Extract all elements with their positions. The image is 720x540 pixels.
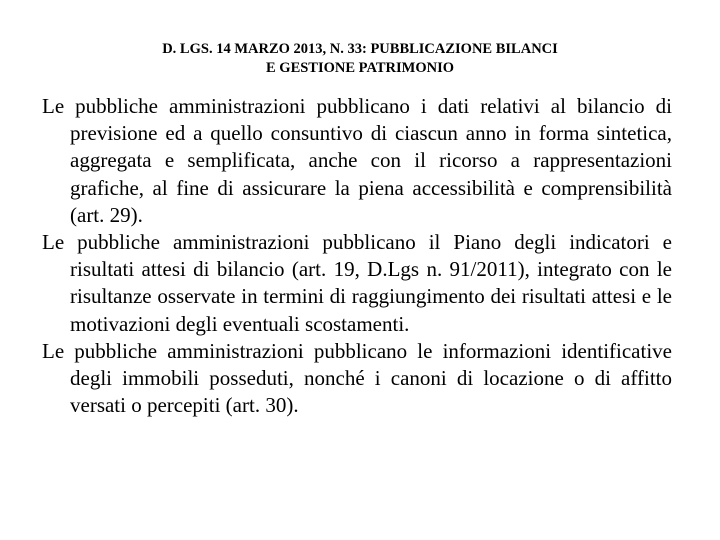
paragraph-piano-indicatori: Le pubbliche amministrazioni pubblicano il Piano degli indicatori e risultati attesi di bilancio (art. 19, D.Lgs n. 91/2011), integrato con le risultanze osservate in termini di raggiungimento dei risultati attesi e le motivazioni degli eventuali scostamenti. [42,230,672,336]
title-line-2: E GESTIONE PATRIMONIO [266,60,454,76]
slide-title [40,40,680,78]
paragraph-immobili: Le pubbliche amministrazioni pubblicano le informazioni identificative degli immobili posseduti, nonché i canoni di locazione o di affitto versati o percepiti (art. 30). [42,338,672,418]
slide-body [42,93,672,419]
title-line-1: D. LGS. 14 MARZO 2013, N. 33: PUBBLICAZIONE BILANCI [162,41,558,57]
paragraph-bilanci: Le pubbliche amministrazioni pubblicano i dati relativi al bilancio di previsione ed a quello consuntivo di ciascun anno in forma sintetica, aggregata e semplificata, anche con il ricorso a rappresentazioni grafiche, al fine di assicurare la piena accessibilità e comprensibilità (art. 29). [42,94,672,227]
